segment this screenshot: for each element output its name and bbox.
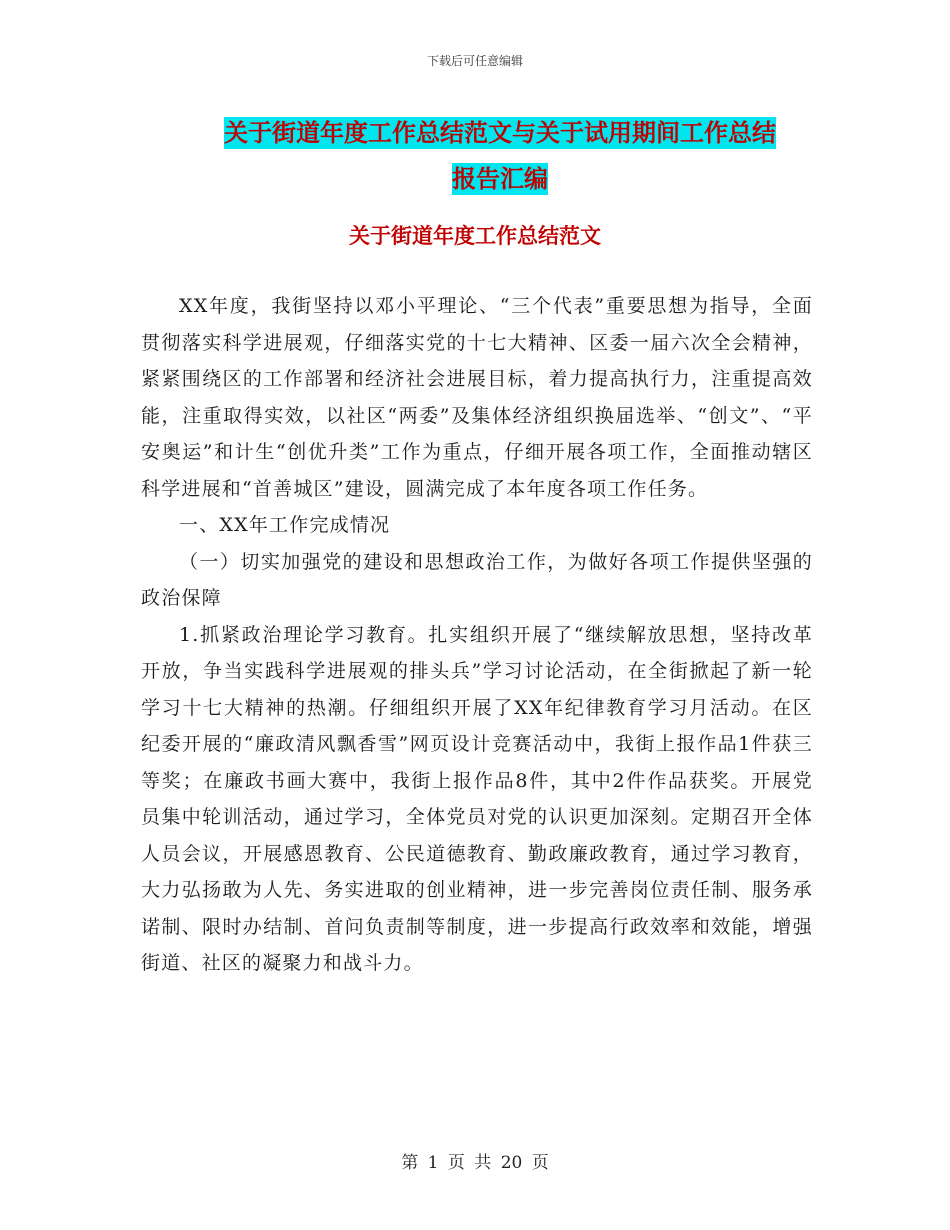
document-title-line2: 报告汇编: [452, 165, 548, 193]
body-text: [141, 288, 813, 982]
heading-work-status: 一、XX年工作完成情况: [179, 514, 391, 536]
document-title-line1: 关于街道年度工作总结范文与关于试用期间工作总结: [224, 119, 776, 147]
header-note: 下载后可任意编辑: [426, 54, 523, 68]
paragraph-intro: XX年度，我街坚持以邓小平理论、“三个代表”重要思想为指导，全面贯彻落实科学进展观，仔细落实党的十七大精神、区委一届六次全会精神，紧紧围绕区的工作部署和经济社会进展目标，着力提高执行力，注重提高效能，注重取得实效，以社区“两委”及集体经济组织换届选举、“创文”、“平安奥运”和计生“创优升类”工作为重点，仔细开展各项工作，全面推动辖区科学进展和“首善城区”建设，圆满完成了本年度各项工作任务。: [141, 295, 813, 500]
section-title: 关于街道年度工作总结范文: [349, 224, 601, 248]
document-title: [150, 110, 850, 202]
subheading-party-building: （一）切实加强党的建设和思想政治工作，为做好各项工作提供坚强的政治保障: [141, 550, 813, 609]
paragraph-political-study: 1.抓紧政治理论学习教育。扎实组织开展了“继续解放思想，坚持改革开放，争当实践科学进展观的排头兵”学习讨论活动，在全街掀起了新一轮学习十七大精神的热潮。仔细组织开展了XX年纪律教育学习月活动。在区纪委开展的“廉政清风飘香雪”网页设计竞赛活动中，我街上报作品1件获三等奖；在廉政书画大赛中，我街上报作品8件，其中2件作品获奖。开展党员集中轮训活动，通过学习，全体党员对党的认识更加深刻。定期召开全体人员会议，开展感恩教育、公民道德教育、勤政廉政教育，通过学习教育，大力弘扬敢为人先、务实进取的创业精神，进一步完善岗位责任制、服务承诺制、限时办结制、首问负责制等制度，进一步提高行政效率和效能，增强街道、社区的凝聚力和战斗力。: [141, 623, 813, 974]
page-number: 第 1 页 共 20 页: [401, 1153, 549, 1173]
